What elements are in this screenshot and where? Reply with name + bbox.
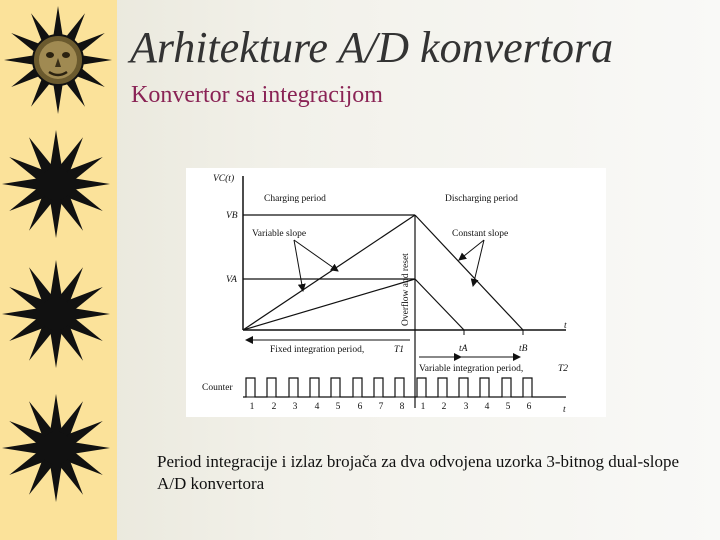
charging-period-label: Charging period <box>264 194 326 204</box>
variable-slope-arrow <box>294 240 303 291</box>
sun-face-icon <box>2 4 114 116</box>
sun-icon <box>0 258 112 370</box>
y-axis-label: VC(t) <box>213 174 235 184</box>
counter-number: 6 <box>526 402 532 412</box>
counter-pulse-train <box>243 378 566 397</box>
variable-period-label: Variable integration period, <box>419 364 524 374</box>
ta-label: tA <box>459 344 468 354</box>
tb-label: tB <box>519 344 528 354</box>
counter-number: 3 <box>292 402 298 412</box>
ramp-down-va <box>415 279 464 330</box>
dual-slope-timing-figure <box>186 168 606 417</box>
va-label: VA <box>226 275 237 285</box>
figure-caption: Period integracije i izlaz brojača za dva odvojena uzorka 3-bitnog dual-slope A/D konvertora <box>157 452 680 493</box>
t1-label: T1 <box>394 345 405 355</box>
discharging-period-label: Discharging period <box>445 194 518 204</box>
slide-title: Arhitekture A/D konvertora <box>130 23 614 72</box>
constant-slope-label: Constant slope <box>452 229 509 239</box>
counter-number: 5 <box>335 402 341 412</box>
counter-numbers <box>250 402 532 412</box>
counter-number: 5 <box>505 402 511 412</box>
vb-label: VB <box>226 211 238 221</box>
variable-slope-label: Variable slope <box>252 229 307 239</box>
slide-subtitle: Konvertor sa integracijom <box>131 82 383 108</box>
sun-icon <box>0 392 112 504</box>
fixed-period-label: Fixed integration period, <box>270 345 365 355</box>
counter-number: 1 <box>249 402 255 412</box>
counter-number: 2 <box>271 402 277 412</box>
overflow-reset-label: Overflow and reset <box>401 253 411 326</box>
decorative-left-strip <box>0 0 117 540</box>
counter-number: 3 <box>463 402 469 412</box>
counter-number: 4 <box>314 402 320 412</box>
counter-number: 1 <box>420 402 426 412</box>
time-axis-label: t <box>564 321 567 331</box>
counter-number: 7 <box>378 402 384 412</box>
counter-number: 4 <box>484 402 490 412</box>
variable-slope-arrow <box>294 240 338 271</box>
sun-icon <box>0 128 112 240</box>
t2-label: T2 <box>558 364 569 374</box>
counter-number: 2 <box>441 402 447 412</box>
ramp-up-va <box>243 279 415 330</box>
time-axis-label: t <box>563 405 566 415</box>
counter-number: 6 <box>357 402 363 412</box>
counter-number: 8 <box>399 402 405 412</box>
counter-label: Counter <box>202 383 233 393</box>
